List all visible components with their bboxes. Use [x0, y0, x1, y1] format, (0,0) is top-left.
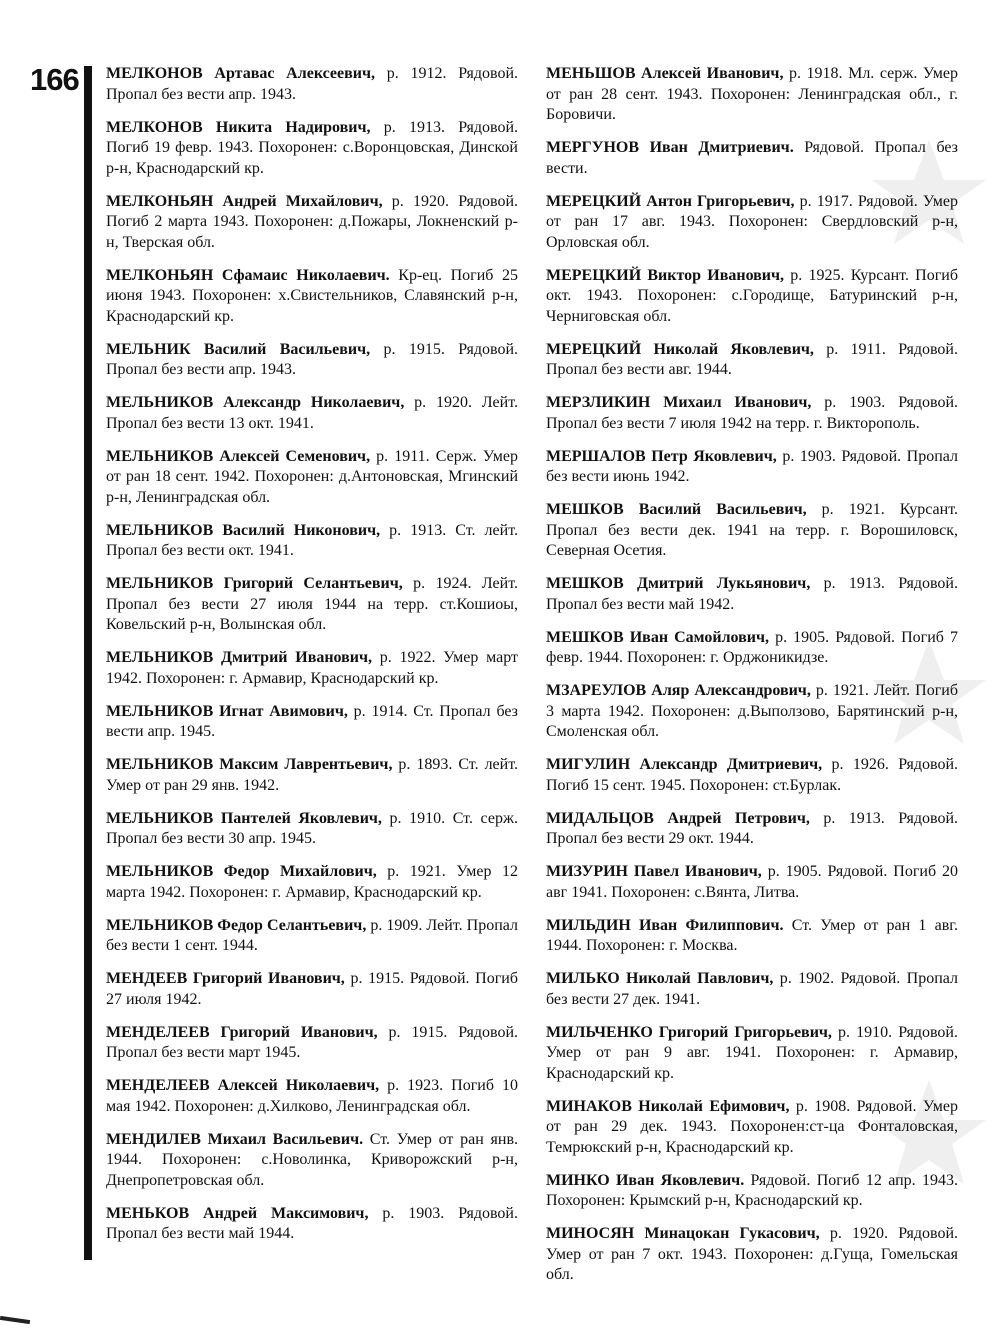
entry-name: МЕШКОВ Дмитрий Лукьянович, [546, 575, 811, 592]
entry-name: МЕРГУНОВ Иван Дмитриевич. [546, 139, 794, 156]
entry-details: р. 1921. Курсант. Пропал без вести дек. 1941 на терр. г. Ворошиловск, Северная Осетия. [546, 501, 959, 559]
list-item [546, 138, 958, 179]
entry-details: р. 1921. Умер 12 марта 1942. Похоронен: г. Армавир, Краснодарский кр. [106, 863, 519, 901]
entry-name: МЕНДЕЛЕЕВ Алексей Николаевич, [106, 1077, 380, 1094]
entry-details: р. 1911. Серж. Умер от ран 18 сент. 1942. Похоронен: д.Антоновская, Мгинский р-н, Ленинградская обл. [106, 447, 518, 506]
entry-details: р. 1893. Ст. лейт. Умер от ран 29 янв. 1942. [106, 756, 518, 794]
entry-details: р. 1908. Рядовой. Умер от ран 29 дек. 1943. Похоронен:ст-ца Фонталовская, Темрюкский р-н, Краснодарский кр. [546, 1097, 958, 1156]
entry-name: МИНАКОВ Николай Ефимович, [546, 1097, 790, 1115]
entry-name: МЕНДЕЛЕЕВ Григорий Иванович, [106, 1023, 378, 1041]
list-item [106, 574, 518, 636]
list-item [106, 192, 518, 254]
entry-details: р. 1903. Рядовой. Пропал без вести июнь 1942. [546, 447, 958, 485]
entry-details: р. 1925. Курсант. Погиб окт. 1943. Похоронен: с.Городище, Батуринский р-н, Черниговская обл. [546, 266, 958, 325]
entry-name: МЕРЕЦКИЙ Николай Яковлевич, [546, 340, 814, 358]
entry-details: р. 1905. Рядовой. Погиб 7 февр. 1944. Похоронен: г. Орджоникидзе. [546, 628, 958, 666]
entry-details: р. 1920. Рядовой. Погиб 2 марта 1943. Похоронен: д.Пожары, Локненский р-н, Тверская обл. [106, 192, 518, 251]
list-item [106, 521, 518, 562]
entry-details: р. 1911. Рядовой. Пропал без вести авг. 1944. [546, 340, 958, 378]
entry-name: МЕРЕЦКИЙ Антон Григорьевич, [546, 192, 795, 210]
entry-name: МЕЛКОНОВ Никита Надирович, [106, 118, 371, 136]
list-item [106, 702, 518, 743]
entry-name: МЕРЗЛИКИН Михаил Иванович, [546, 394, 812, 411]
list-item [546, 1171, 958, 1212]
list-item [546, 266, 958, 328]
entry-name: МЕЛЬНИКОВ Григорий Селантьевич, [106, 575, 403, 592]
list-item [106, 809, 518, 850]
list-item [106, 393, 518, 434]
margin-rule [84, 66, 92, 1260]
entry-name: МЗАРЕУЛОВ Аляр Александрович, [546, 682, 811, 699]
entry-name: МЕШКОВ Иван Самойлович, [546, 628, 770, 646]
entry-name: МЕНДЕЕВ Григорий Иванович, [106, 970, 345, 987]
entry-details: Ст. Умер от ран янв. 1944. Похоронен: с.Новолинка, Криворожский р-н, Днепропетровская обл. [106, 1130, 518, 1189]
entry-details: р. 1902. Рядовой. Пропал без вести 27 дек. 1941. [546, 970, 959, 1008]
entry-details: р. 1918. Мл. серж. Умер от ран 28 сент. 1943. Похоронен: Ленинградская обл., г. Боровичи. [546, 65, 959, 123]
entry-details: Кр-ец. Погиб 25 июня 1943. Похоронен: х.Свистельников, Славянский р-н, Краснодарский кр. [106, 266, 518, 325]
list-item [546, 1023, 958, 1085]
entry-details: р. 1910. Рядовой. Умер от ран 9 авг. 1941. Похоронен: г. Армавир, Краснодарский кр. [546, 1023, 958, 1082]
entry-name: МЕЛЬНИКОВ Василий Никонович, [106, 521, 381, 539]
list-item [106, 862, 518, 903]
entry-name: МИДАЛЬЦОВ Андрей Петрович, [546, 809, 810, 827]
page-number: 166 [30, 62, 79, 97]
entry-details: р. 1920. Лейт. Пропал без вести 13 окт. 1941. [106, 394, 518, 432]
entry-name: МЕЛЬНИКОВ Федор Михайлович, [106, 863, 377, 880]
entry-name: МЕЛЬНИКОВ Алексей Семенович, [106, 447, 371, 465]
entry-name: МИЛЬКО Николай Павлович, [546, 970, 774, 987]
list-item [546, 1097, 958, 1159]
list-item [546, 681, 958, 743]
list-item [546, 340, 958, 381]
entry-details: р. 1922. Умер март 1942. Похоронен: г. Армавир, Краснодарский кр. [106, 649, 519, 687]
list-item [546, 1224, 958, 1286]
scan-mark [0, 1316, 30, 1324]
list-item [546, 500, 958, 562]
list-item [106, 648, 518, 689]
list-item [546, 393, 958, 434]
entry-details: р. 1913. Рядовой. Пропал без вести 29 окт. 1944. [546, 809, 959, 847]
list-item [546, 192, 958, 254]
entry-name: МЕЛЬНИКОВ Игнат Авимович, [106, 702, 348, 720]
left-column [106, 64, 518, 1257]
entry-details: р. 1912. Рядовой. Пропал без вести апр. 1943. [106, 65, 519, 103]
entry-name: МЕНДИЛЕВ Михаил Васильевич. [106, 1130, 364, 1148]
list-item [106, 969, 518, 1010]
entry-details: р. 1913. Рядовой. Пропал без вести май 1942. [546, 575, 958, 613]
entry-details: р. 1913. Рядовой. Погиб 19 февр. 1943. Похоронен: с.Воронцовская, Динской р-н, Краснодарский кр. [106, 118, 519, 177]
entry-details: р. 1920. Рядовой. Умер от ран 7 окт. 1943. Похоронен: д.Гуща, Гомельская обл. [546, 1225, 959, 1283]
entry-name: МИЗУРИН Павел Иванович, [546, 863, 762, 880]
list-item [106, 447, 518, 509]
right-column [546, 64, 958, 1298]
entry-name: МЕНЬШОВ Алексей Иванович, [546, 65, 784, 82]
entry-name: МЕЛЬНИКОВ Максим Лаврентьевич, [106, 756, 393, 773]
list-item [106, 1076, 518, 1117]
list-item [546, 628, 958, 669]
list-item [546, 969, 958, 1010]
entry-details: р. 1917. Рядовой. Умер от ран 17 авг. 1943. Похоронен: Свердловский р-н, Орловская обл. [546, 192, 958, 251]
list-item [106, 1130, 518, 1192]
entry-details: р. 1903. Рядовой. Пропал без вести май 1944. [106, 1204, 518, 1242]
list-item [546, 916, 958, 957]
list-item [546, 862, 958, 903]
entry-name: МЕЛЬНИКОВ Пантелей Яковлевич, [106, 809, 382, 827]
list-item [106, 266, 518, 328]
entry-details: Ст. Умер от ран 1 авг. 1944. Похоронен: г. Москва. [546, 916, 959, 954]
entry-details: р. 1921. Лейт. Погиб 3 марта 1942. Похоронен: д.Выползово, Барятинский р-н, Смоленская обл. [546, 682, 958, 740]
list-item [106, 755, 518, 796]
entry-details: р. 1923. Погиб 10 мая 1942. Похоронен: д.Хилково, Ленинградская обл. [106, 1077, 518, 1115]
entry-name: МЕЛКОНОВ Артавас Алексеевич, [106, 65, 376, 82]
entry-details: р. 1915. Рядовой. Погиб 27 июля 1942. [106, 970, 518, 1008]
list-item [546, 809, 958, 850]
entry-details: р. 1914. Ст. Пропал без вести апр. 1945. [106, 702, 519, 740]
entry-details: Рядовой. Погиб 12 апр. 1943. Похоронен: Крымский р-н, Краснодарский кр. [546, 1171, 959, 1209]
list-item [106, 1204, 518, 1245]
entry-name: МЕЛЬНИКОВ Александр Николаевич, [106, 394, 405, 411]
entry-name: МЕРЕЦКИЙ Виктор Иванович, [546, 266, 785, 284]
list-item [106, 916, 518, 957]
entry-details: р. 1905. Рядовой. Погиб 20 авг 1941. Похоронен: с.Вянта, Литва. [546, 863, 959, 901]
entry-name: МЕЛКОНЬЯН Андрей Михайлович, [106, 192, 383, 210]
entry-details: р. 1903. Рядовой. Пропал без вести 7 июля 1942 на терр. г. Викторополь. [546, 394, 958, 432]
list-item [546, 64, 958, 126]
entry-details: р. 1909. Лейт. Пропал без вести 1 сент. 1944. [106, 916, 519, 954]
entry-name: МИНКО Иван Яковлевич. [546, 1171, 745, 1189]
entry-details: р. 1926. Рядовой. Погиб 15 сент. 1945. Похоронен: ст.Бурлак. [546, 756, 959, 794]
list-item [106, 1023, 518, 1064]
entry-name: МЕЛКОНЬЯН Сфамаис Николаевич. [106, 266, 390, 284]
entry-name: МИНОСЯН Минацокан Гукасович, [546, 1225, 820, 1242]
entry-name: МЕЛЬНИКОВ Федор Селантьевич, [106, 916, 367, 934]
entry-name: МИЛЬДИН Иван Филиппович. [546, 916, 784, 934]
entry-name: МЕНЬКОВ Андрей Максимович, [106, 1204, 369, 1222]
entry-name: МЕРШАЛОВ Петр Яковлевич, [546, 447, 777, 465]
list-item [546, 574, 958, 615]
entry-details: Рядовой. Пропал без вести. [546, 139, 959, 177]
entry-details: р. 1913. Ст. лейт. Пропал без вести окт. 1941. [106, 521, 518, 559]
entry-name: МЕЛЬНИК Василий Васильевич, [106, 340, 371, 358]
entry-details: р. 1915. Рядовой. Пропал без вести апр. 1943. [106, 340, 519, 378]
entry-details: р. 1924. Лейт. Пропал без вести 27 июля 1944 на терр. ст.Кошиоы, Ковельский р-н, Волынская обл. [106, 575, 518, 633]
entry-name: МИЛЬЧЕНКО Григорий Григорьевич, [546, 1023, 832, 1041]
entry-details: р. 1910. Ст. серж. Пропал без вести 30 апр. 1945. [106, 809, 519, 847]
list-item [106, 340, 518, 381]
entry-name: МИГУЛИН Александр Дмитриевич, [546, 756, 823, 773]
entry-name: МЕШКОВ Василий Васильевич, [546, 501, 807, 518]
list-item [106, 118, 518, 180]
list-item [546, 447, 958, 488]
list-item [106, 64, 518, 105]
entry-name: МЕЛЬНИКОВ Дмитрий Иванович, [106, 649, 373, 666]
list-item [546, 755, 958, 796]
entry-details: р. 1915. Рядовой. Пропал без вести март 1945. [106, 1023, 518, 1061]
